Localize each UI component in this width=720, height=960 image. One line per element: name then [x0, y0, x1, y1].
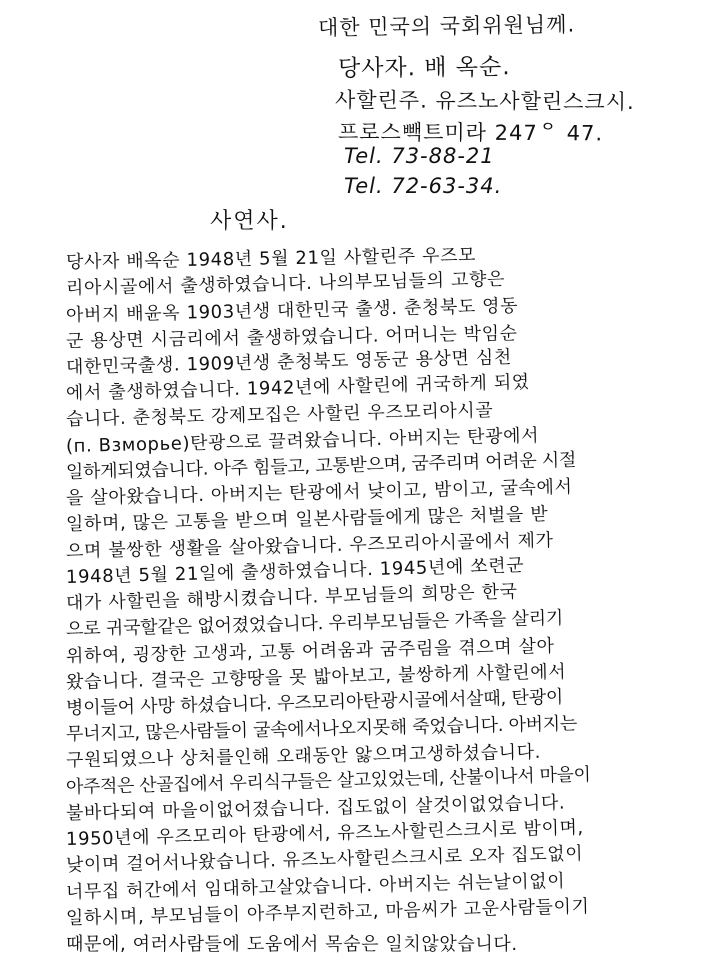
body-line: 대한민국출생. 1909년생 춘청북도 영동군 용상면 심천: [65, 346, 513, 378]
body-line: 무너지고, 많은사람들이 굴속에서나오지못해 죽었습니다. 아버지는: [65, 713, 578, 746]
body-line: 에서 출생하였습니다. 1942년에 사할린에 귀국하게 되였: [65, 371, 531, 405]
body-line: 으로 귀국할같은 없어졌었습니다. 우리부모님들은 가족을 살리기: [65, 607, 564, 641]
address-line-1: 사할린주. 유즈노사할린스크시.: [334, 88, 635, 115]
body-line: 을 살아왔습니다. 아버지는 탄광에서 낮이고, 밤이고, 굴속에서: [65, 476, 573, 510]
body-line: 일하시며, 부모님들이 아주부지런하고, 마음씨가 고운사람들이기: [65, 895, 590, 929]
body-line: 낮이며 걸어서나왔습니다. 유즈노사할린스크시로 오자 집도없이: [65, 843, 584, 877]
body-line: 1950년에 우즈모리아 탄광에서, 유즈노사할린스크시로 밤이며,: [65, 817, 584, 851]
body-line: 너무집 허간에서 임대하고살았습니다. 아버지는 쉬는날이없이: [65, 870, 566, 903]
body-line: 아주적은 산골집에서 우리식구들은 살고있었는데, 산불이나서 마을이: [65, 763, 591, 798]
body-line: 대가 사할린을 해방시켰습니다. 부모님들의 희망은 한국: [65, 581, 518, 614]
body-line: 병이들어 사망 하셨습니다. 우즈모리아탄광시골에서살때, 탄광이: [65, 686, 564, 719]
body-line: 습니다. 춘청북도 강제모집은 사할린 우즈모리아시골: [65, 400, 494, 431]
sender-name-line: 당사자. 배 옥순.: [337, 54, 511, 82]
phone-line-2: Tel. 72-63-34.: [344, 174, 503, 198]
body-line: 구원되였으나 상처를인해 오래동안 앓으며고생하셨습니다.: [65, 742, 542, 772]
phone-line-1: Tel. 73-88-21: [344, 144, 495, 168]
body-line: 당사자 배옥순 1948년 5월 21일 사할린주 우즈모: [65, 244, 477, 273]
addressee-line: 대한 민국의 국회위원님께.: [317, 12, 576, 40]
body-line: 때문에, 여러사람들에 도움에서 목숨은 일치않았습니다.: [66, 934, 518, 955]
body-line: 위하여, 굉장한 고생과, 고통 어려움과 굼주림을 겪으며 살아: [65, 635, 555, 667]
body-line: 아버지 배윤옥 1903년생 대한민국 출생. 춘청북도 영동: [65, 295, 519, 326]
body-line: 군 용상면 시금리에서 출생하였습니다. 어머니는 박임순: [65, 322, 518, 352]
body-line: 리아시골에서 출생하였습니다. 나의부모님들의 고향은: [65, 268, 506, 300]
letter-title: 사연사.: [210, 209, 289, 234]
body-line: 일하게되였습니다. 아주 힘들고, 고통받으며, 굼주리며 어려운 시절: [65, 449, 577, 483]
body-line: 일하며, 많은 고통을 받으며 일본사람들에게 많은 처벌을 받: [65, 504, 549, 536]
body-line: 왔습니다. 결국은 고향땅을 못 밟아보고, 불쌍하게 사할린에서: [65, 661, 567, 693]
body-line: 1948년 5월 21일에 출생하였습니다. 1945년에 쏘련군: [65, 554, 525, 588]
body-line: 으며 불쌍한 생활을 살아왔습니다. 우즈모리아시골에서 제가: [65, 529, 554, 562]
address-line-2: 프로스빽트미라 247ᄋ 47.: [337, 120, 604, 146]
body-line: 불바다되여 마을이없어졌습니다. 집도없이 살것이없었습니다.: [65, 792, 566, 824]
body-line: (п. Взморье)탄광으로 끌려왔습니다. 아버지는 탄광에서: [65, 424, 540, 457]
